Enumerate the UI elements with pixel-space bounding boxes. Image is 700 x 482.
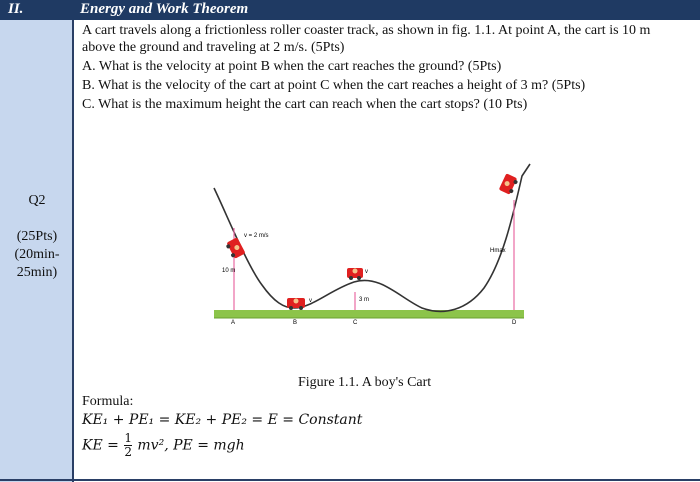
point-b-label: B — [293, 320, 298, 325]
section-number: II. — [8, 1, 24, 17]
ke-prefix: KE = — [82, 437, 119, 454]
question-sidebar — [0, 20, 74, 482]
energy-definitions-formula — [82, 432, 245, 464]
height-c-label: 3 m — [359, 297, 370, 303]
cart-at-d — [499, 173, 519, 195]
point-c-label: C — [353, 320, 358, 325]
sub-question-a: A. What is the velocity at point B when the cart reaches the ground? (5Pts) — [82, 59, 502, 74]
question-body — [76, 20, 696, 482]
question-points — [0, 228, 74, 282]
hmax-label: Hmax — [490, 248, 506, 254]
point-d-label: D — [512, 320, 517, 325]
velocity-label: v = 2 m/s — [244, 233, 269, 239]
formula-label: Formula: — [82, 394, 134, 409]
roller-coaster-figure — [212, 140, 542, 325]
question-number: Q2 — [28, 193, 46, 208]
one-half-fraction — [124, 432, 132, 459]
point-a-label: A — [231, 320, 236, 325]
bottom-border — [0, 479, 700, 481]
cart-b-velocity-label: v — [309, 298, 312, 304]
energy-conservation-formula: KE₁ + PE₁ = KE₂ + PE₂ = E = Constant — [82, 412, 363, 428]
figure-caption: Figure 1.1. A boy's Cart — [298, 375, 432, 390]
section-header — [0, 0, 700, 20]
sub-question-b: B. What is the velocity of the cart at point C when the cart reaches a height of 3 m? (5Pts) — [82, 78, 586, 93]
ke-pe-suffix: mv², PE = mgh — [137, 437, 245, 454]
cart-at-c — [347, 268, 363, 280]
section-title: Energy and Work Theorem — [80, 1, 249, 17]
height-a-label: 10 m — [222, 268, 236, 274]
problem-statement: A cart travels along a frictionless roller coaster track, as shown in fig. 1.1. At point A, the cart is 10 m above the ground and traveling at 2 m/s. (5Pts) — [82, 23, 651, 55]
points-line: 25min) — [16, 265, 58, 280]
ground-strip — [214, 310, 524, 318]
sub-question-c: C. What is the maximum height the cart can reach when the cart stops? (10 Pts) — [82, 97, 528, 112]
cart-at-a — [225, 237, 246, 259]
points-line: (20min- — [14, 247, 60, 262]
cart-c-velocity-label: v — [365, 269, 368, 275]
fraction-numerator: 1 — [124, 431, 132, 445]
fraction-denominator: 2 — [124, 445, 132, 459]
points-line: (25Pts) — [16, 229, 58, 244]
